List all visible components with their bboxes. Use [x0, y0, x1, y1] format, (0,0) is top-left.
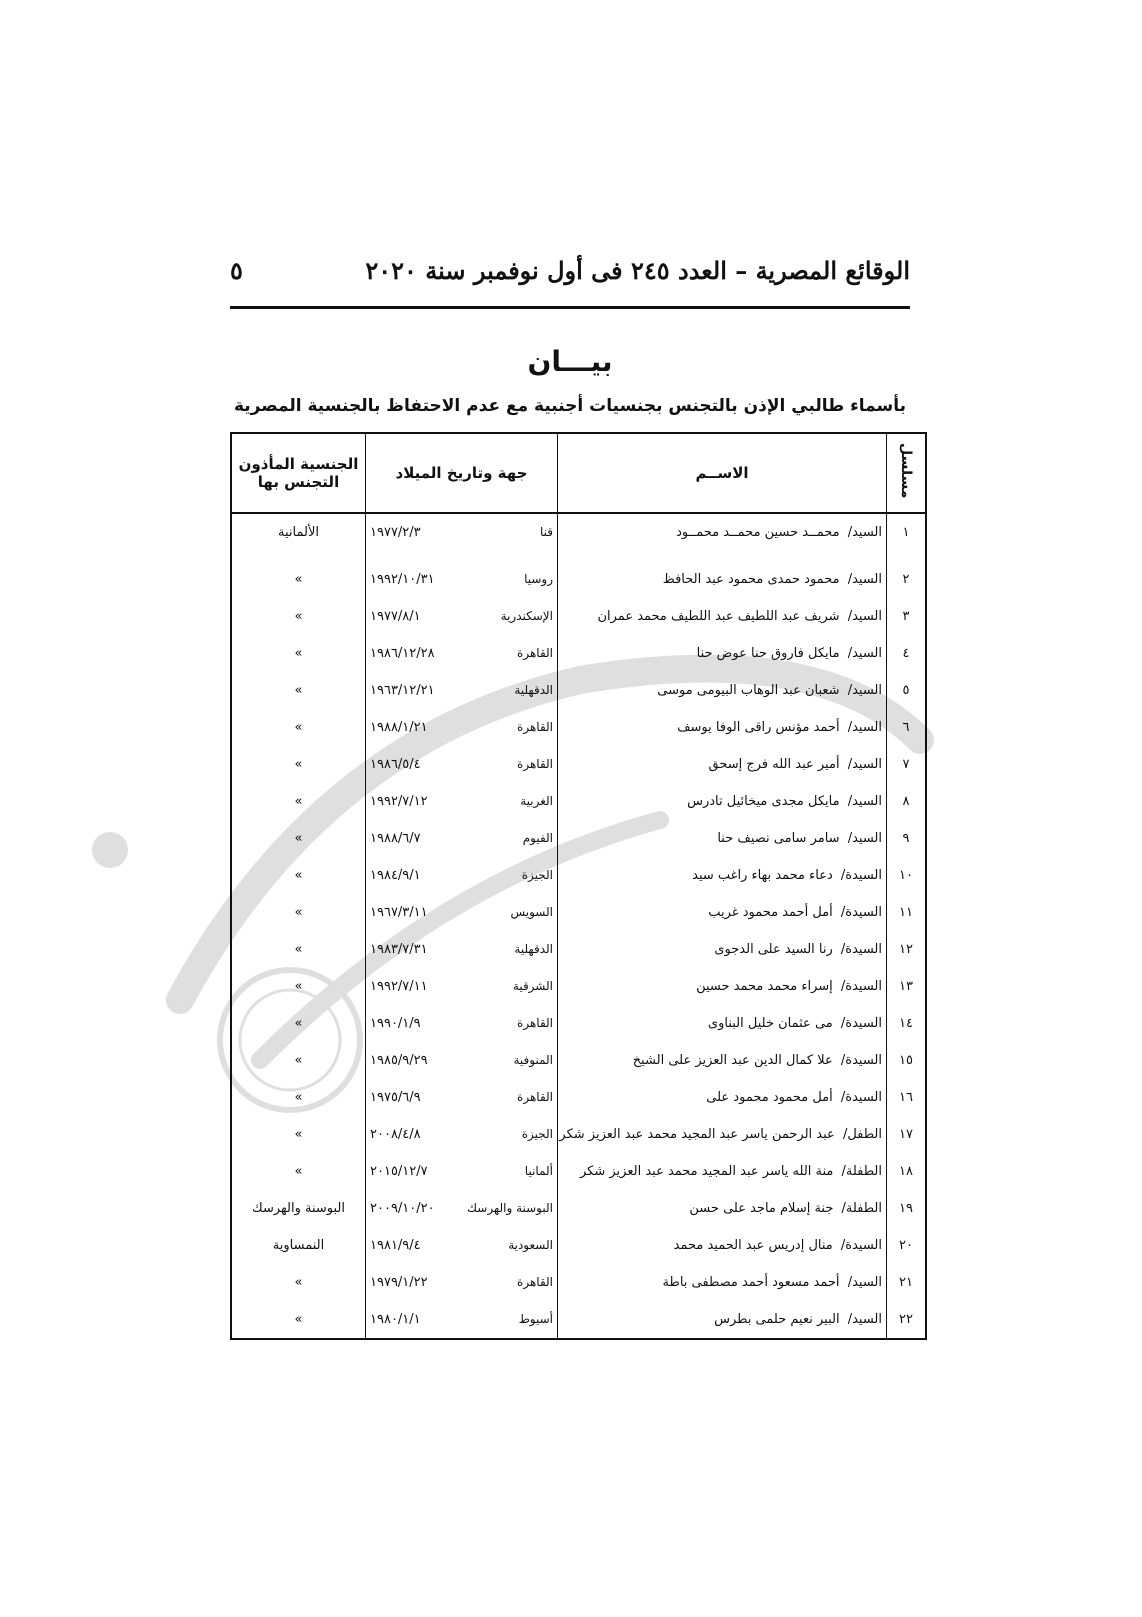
page-number: ٥ [230, 256, 243, 285]
row-birth-cell [366, 1301, 558, 1339]
row-birth-place: السعودية [508, 1238, 553, 1252]
row-nationality: » [231, 1079, 366, 1116]
row-title: السيد/ [847, 572, 882, 587]
row-birth-date: ١٩٧٧/٨/١ [370, 609, 421, 624]
row-name: عبد الرحمن ياسر عبد المجيد محمد عبد العزيز شكر [559, 1127, 835, 1142]
row-birth-date: ١٩٩٢/٧/١٢ [370, 794, 428, 809]
row-birth-place: روسيا [524, 572, 553, 586]
row-serial: ٢٠ [887, 1227, 927, 1264]
table-row [231, 1153, 926, 1190]
row-nationality: » [231, 894, 366, 931]
row-name: أمل محمود محمود على [706, 1090, 833, 1105]
table-row [231, 783, 926, 820]
row-name-cell [558, 783, 887, 820]
row-serial: ٥ [887, 672, 927, 709]
row-birth-date: ٢٠٠٨/٤/٨ [370, 1127, 421, 1142]
row-title: السيد/ [847, 1275, 882, 1290]
row-birth-place: الإسكندرية [500, 609, 553, 623]
row-title: السيد/ [847, 525, 882, 540]
row-name: شريف عبد اللطيف عبد اللطيف محمد عمران [597, 609, 840, 624]
row-birth-cell [366, 598, 558, 635]
table-row [231, 709, 926, 746]
row-birth-date: ١٩٨٤/٩/١ [370, 868, 421, 883]
row-name-cell [558, 1116, 887, 1153]
row-name-cell [558, 598, 887, 635]
table-row [231, 894, 926, 931]
row-birth-cell [366, 783, 558, 820]
table-row [231, 1116, 926, 1153]
row-name: أحمد مؤنس راقى الوفا يوسف [677, 720, 840, 735]
row-title: الطفل/ [842, 1127, 882, 1142]
row-serial: ٢١ [887, 1264, 927, 1301]
page-header [230, 256, 910, 296]
row-serial: ٢٢ [887, 1301, 927, 1339]
row-birth-date: ١٩٦٧/٣/١١ [370, 905, 428, 920]
row-title: السيدة/ [840, 979, 882, 994]
row-name: محمود حمدى محمود عبد الحافظ [662, 572, 840, 587]
row-name: دعاء محمد بهاء راغب سيد [692, 868, 833, 883]
row-birth-date: ١٩٩٢/١٠/٣١ [370, 572, 435, 587]
row-name: منال إدريس عبد الحميد محمد [673, 1238, 833, 1253]
row-nationality: » [231, 857, 366, 894]
row-name: البير نعيم حلمى بطرس [714, 1312, 840, 1327]
table-row [231, 1079, 926, 1116]
header-serial: مسلسل [887, 433, 927, 513]
names-table [230, 432, 927, 1340]
row-birth-cell [366, 513, 558, 551]
table-row [231, 857, 926, 894]
row-name: علا كمال الدين عبد العزيز على الشيخ [632, 1053, 833, 1068]
row-name: جنة إسلام ماجد على حسن [689, 1201, 834, 1216]
row-serial: ١٩ [887, 1190, 927, 1227]
row-serial: ١٨ [887, 1153, 927, 1190]
row-title: السيدة/ [840, 1238, 882, 1253]
row-serial: ١ [887, 513, 927, 551]
row-nationality: البوسنة والهرسك [231, 1190, 366, 1227]
table-row [231, 1264, 926, 1301]
row-nationality: » [231, 635, 366, 672]
table-row [231, 672, 926, 709]
row-birth-cell [366, 746, 558, 783]
row-birth-date: ٢٠٠٩/١٠/٢٠ [370, 1201, 435, 1216]
row-serial: ١٤ [887, 1005, 927, 1042]
row-name-cell [558, 931, 887, 968]
row-title: السيد/ [847, 794, 882, 809]
row-title: السيدة/ [840, 1090, 882, 1105]
row-title: السيدة/ [840, 942, 882, 957]
table-row [231, 968, 926, 1005]
row-birth-date: ١٩٨٨/٦/٧ [370, 831, 421, 846]
row-birth-place: أسيوط [518, 1312, 553, 1326]
row-title: السيد/ [847, 683, 882, 698]
row-birth-place: قنا [539, 525, 553, 539]
row-birth-place: المنوفية [513, 1053, 553, 1067]
row-birth-place: الغربية [520, 794, 553, 808]
row-birth-date: ١٩٨١/٩/٤ [370, 1238, 421, 1253]
row-name-cell [558, 635, 887, 672]
row-title: السيدة/ [840, 905, 882, 920]
row-serial: ١٥ [887, 1042, 927, 1079]
row-birth-cell [366, 1079, 558, 1116]
row-birth-place: السويس [510, 905, 553, 919]
row-name-cell [558, 857, 887, 894]
table-row [231, 513, 926, 551]
row-name: أحمد مسعود أحمد مصطفى باطة [662, 1275, 840, 1290]
row-name-cell [558, 1079, 887, 1116]
row-title: السيد/ [847, 720, 882, 735]
row-name: مايكل مجدى ميخائيل تادرس [687, 794, 840, 809]
table-row [231, 551, 926, 598]
row-serial: ١٦ [887, 1079, 927, 1116]
table-row [231, 746, 926, 783]
row-serial: ٦ [887, 709, 927, 746]
row-serial: ١٧ [887, 1116, 927, 1153]
row-title: السيد/ [847, 1312, 882, 1327]
table-row [231, 1301, 926, 1339]
row-serial: ٢ [887, 551, 927, 598]
row-birth-place: ألمانيا [524, 1164, 553, 1178]
row-nationality: » [231, 709, 366, 746]
row-name-cell [558, 551, 887, 598]
row-birth-place: القاهرة [517, 1275, 553, 1289]
row-birth-cell [366, 709, 558, 746]
row-nationality: » [231, 672, 366, 709]
row-birth-date: ١٩٨٣/٧/٣١ [370, 942, 428, 957]
row-nationality: » [231, 968, 366, 1005]
row-birth-place: القاهرة [517, 757, 553, 771]
row-birth-place: الفيوم [522, 831, 553, 845]
row-name: مايكل فاروق حنا عوض حنا [696, 646, 840, 661]
row-birth-date: ١٩٨٦/١٢/٢٨ [370, 646, 435, 661]
table-row [231, 635, 926, 672]
row-nationality: » [231, 783, 366, 820]
row-name-cell [558, 820, 887, 857]
row-nationality: » [231, 820, 366, 857]
row-name: محمــد حسين محمــد محمــود [676, 525, 840, 540]
row-name: سامر سامى نصيف حنا [717, 831, 840, 846]
row-birth-date: ١٩٨٨/١/٢١ [370, 720, 428, 735]
row-name-cell [558, 709, 887, 746]
row-serial: ٧ [887, 746, 927, 783]
row-birth-date: ١٩٩٠/١/٩ [370, 1016, 421, 1031]
row-name-cell [558, 1264, 887, 1301]
row-name: أمير عبد الله فرج إسحق [708, 757, 840, 772]
row-nationality: » [231, 1264, 366, 1301]
row-nationality: الألمانية [231, 513, 366, 551]
row-name-cell [558, 894, 887, 931]
table-row [231, 820, 926, 857]
row-birth-cell [366, 894, 558, 931]
row-birth-cell [366, 1264, 558, 1301]
row-nationality: » [231, 1005, 366, 1042]
row-title: السيد/ [847, 609, 882, 624]
row-serial: ١٢ [887, 931, 927, 968]
row-title: السيد/ [847, 646, 882, 661]
row-title: الطفلة/ [841, 1201, 882, 1216]
row-birth-cell [366, 672, 558, 709]
row-name-cell [558, 1301, 887, 1339]
row-name: منة الله ياسر عبد المجيد محمد عبد العزيز شكر [580, 1164, 834, 1179]
row-birth-place: البوسنة والهرسك [467, 1201, 553, 1215]
row-name: مى عثمان خليل البناوى [707, 1016, 833, 1031]
row-name: شعبان عبد الوهاب البيومى موسى [657, 683, 840, 698]
row-name-cell [558, 513, 887, 551]
header-rule [230, 306, 910, 309]
gazette-header-title: الوقائع المصرية – العدد ٢٤٥ فى أول نوفمبر سنة ٢٠٢٠ [365, 256, 910, 285]
row-serial: ١١ [887, 894, 927, 931]
row-title: الطفلة/ [841, 1164, 882, 1179]
row-nationality: » [231, 551, 366, 598]
row-serial: ٨ [887, 783, 927, 820]
row-title: السيد/ [847, 757, 882, 772]
row-birth-cell [366, 1005, 558, 1042]
document-title: بيـــان [527, 345, 613, 378]
row-birth-cell [366, 1153, 558, 1190]
row-serial: ٤ [887, 635, 927, 672]
row-birth-cell [366, 1116, 558, 1153]
row-nationality: » [231, 1301, 366, 1339]
row-name-cell [558, 1227, 887, 1264]
header-birth: جهة وتاريخ الميلاد [366, 433, 558, 513]
row-nationality: » [231, 746, 366, 783]
row-name: إسراء محمد محمد حسين [696, 979, 833, 994]
table-body [231, 513, 926, 1339]
row-birth-date: ١٩٨٦/٥/٤ [370, 757, 421, 772]
row-birth-place: الجيزة [521, 1127, 553, 1141]
table-row [231, 1042, 926, 1079]
row-name: أمل أحمد محمود غريب [708, 905, 833, 920]
row-nationality: » [231, 1153, 366, 1190]
row-birth-place: القاهرة [517, 720, 553, 734]
row-name-cell [558, 1153, 887, 1190]
row-birth-cell [366, 1227, 558, 1264]
row-birth-date: ٢٠١٥/١٢/٧ [370, 1164, 428, 1179]
row-name-cell [558, 1005, 887, 1042]
table-row [231, 1005, 926, 1042]
row-birth-place: القاهرة [517, 646, 553, 660]
row-name-cell [558, 968, 887, 1005]
row-nationality: النمساوية [231, 1227, 366, 1264]
row-birth-place: الشرقية [512, 979, 553, 993]
row-birth-place: الدقهلية [514, 942, 553, 956]
table-row [231, 598, 926, 635]
row-birth-date: ١٩٧٩/١/٢٢ [370, 1275, 428, 1290]
table-header-row [231, 433, 926, 513]
row-birth-date: ١٩٧٧/٢/٣ [370, 525, 421, 540]
table-row [231, 1190, 926, 1227]
row-birth-cell [366, 857, 558, 894]
table-row [231, 1227, 926, 1264]
row-serial: ١٠ [887, 857, 927, 894]
row-birth-cell [366, 551, 558, 598]
row-birth-place: القاهرة [517, 1016, 553, 1030]
row-serial: ١٣ [887, 968, 927, 1005]
row-name-cell [558, 746, 887, 783]
document-subtitle: بأسماء طالبي الإذن بالتجنس بجنسيات أجنبية مع عدم الاحتفاظ بالجنسية المصرية [233, 396, 907, 416]
row-serial: ٣ [887, 598, 927, 635]
row-birth-cell [366, 635, 558, 672]
row-birth-date: ١٩٧٥/٦/٩ [370, 1090, 421, 1105]
row-birth-cell [366, 931, 558, 968]
row-birth-date: ١٩٨٠/١/١ [370, 1312, 421, 1327]
table-row [231, 931, 926, 968]
row-birth-place: الجيزة [521, 868, 553, 882]
row-nationality: » [231, 1116, 366, 1153]
row-nationality: » [231, 1042, 366, 1079]
row-birth-cell [366, 820, 558, 857]
row-birth-date: ١٩٩٢/٧/١١ [370, 979, 428, 994]
row-birth-place: القاهرة [517, 1090, 553, 1104]
header-name: الاســم [558, 433, 887, 513]
row-birth-date: ١٩٦٣/١٢/٢١ [370, 683, 435, 698]
row-birth-date: ١٩٨٥/٩/٢٩ [370, 1053, 428, 1068]
row-name-cell [558, 672, 887, 709]
row-birth-cell [366, 968, 558, 1005]
row-nationality: » [231, 598, 366, 635]
row-name-cell [558, 1190, 887, 1227]
row-serial: ٩ [887, 820, 927, 857]
row-name: رنا السيد على الدجوى [714, 942, 833, 957]
row-name-cell [558, 1042, 887, 1079]
header-nationality: الجنسية المأذون التجنس بها [231, 433, 366, 513]
row-title: السيد/ [847, 831, 882, 846]
row-title: السيدة/ [840, 868, 882, 883]
row-birth-place: الدقهلية [514, 683, 553, 697]
row-birth-cell [366, 1042, 558, 1079]
row-title: السيدة/ [840, 1053, 882, 1068]
row-birth-cell [366, 1190, 558, 1227]
row-nationality: » [231, 931, 366, 968]
row-title: السيدة/ [840, 1016, 882, 1031]
